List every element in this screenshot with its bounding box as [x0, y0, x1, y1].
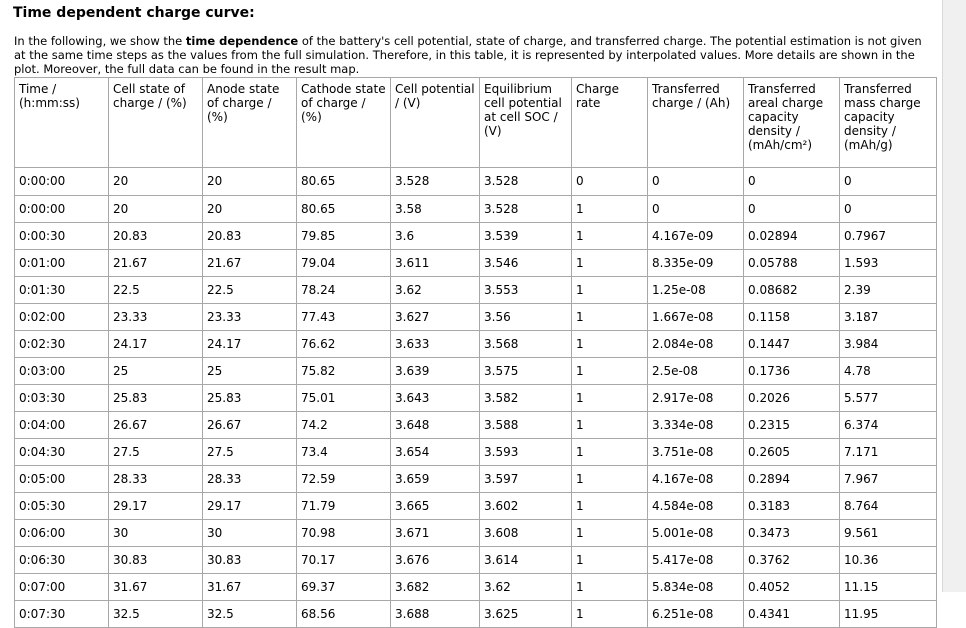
- table-row: [15, 358, 937, 385]
- table-cell: 3.6: [391, 223, 480, 250]
- table-cell: 0: [840, 168, 937, 196]
- table-cell: 4.167e-08: [648, 466, 744, 493]
- table-cell: 3.627: [391, 304, 480, 331]
- table-body: [15, 168, 937, 628]
- table-cell: 0:03:30: [15, 385, 109, 412]
- column-header-cell-potential: Cell potential / (V): [391, 78, 480, 168]
- intro-text-end: of the battery's cell potential, state of charge, and transferred charge. The potential estimation is not given at the same time steps as the values from the full simulation. Therefore, in this table, it is represented by interpolated values. More details are shown in the plot. Moreover, the full data can be found in the result map.: [14, 34, 922, 76]
- table-cell: 31.67: [109, 574, 203, 601]
- table-cell: 1: [572, 250, 648, 277]
- column-header-cell-soc: Cell state of charge / (%): [109, 78, 203, 168]
- table-cell: 75.01: [297, 385, 391, 412]
- table-cell: 7.967: [840, 466, 937, 493]
- table-cell: 3.568: [480, 331, 572, 358]
- table-header-row: [15, 78, 937, 168]
- table-cell: 25: [109, 358, 203, 385]
- table-cell: 3.528: [391, 168, 480, 196]
- table-cell: 0.05788: [744, 250, 840, 277]
- vertical-scrollbar[interactable]: [942, 0, 966, 592]
- table-cell: 0.3762: [744, 547, 840, 574]
- table-cell: 3.528: [480, 196, 572, 223]
- table-cell: 22.5: [109, 277, 203, 304]
- table-cell: 0: [648, 196, 744, 223]
- table-cell: 0:05:30: [15, 493, 109, 520]
- table-cell: 3.528: [480, 168, 572, 196]
- intro-paragraph: [14, 34, 932, 76]
- table-cell: 3.648: [391, 412, 480, 439]
- table-cell: 0:00:00: [15, 196, 109, 223]
- table-cell: 3.639: [391, 358, 480, 385]
- table-cell: 0:03:00: [15, 358, 109, 385]
- table-cell: 1: [572, 574, 648, 601]
- table-cell: 79.85: [297, 223, 391, 250]
- table-cell: 1.593: [840, 250, 937, 277]
- table-cell: 20: [109, 196, 203, 223]
- table-cell: 0:04:30: [15, 439, 109, 466]
- table-cell: 0: [744, 196, 840, 223]
- section-title: Time dependent charge curve:: [13, 5, 255, 21]
- table-cell: 0.1158: [744, 304, 840, 331]
- table-cell: 3.62: [391, 277, 480, 304]
- table-cell: 23.33: [203, 304, 297, 331]
- table-cell: 32.5: [109, 601, 203, 628]
- table-cell: 5.834e-08: [648, 574, 744, 601]
- table-cell: 0.7967: [840, 223, 937, 250]
- table-cell: 0.2894: [744, 466, 840, 493]
- table-row: [15, 168, 937, 196]
- table-cell: 3.588: [480, 412, 572, 439]
- table-cell: 3.546: [480, 250, 572, 277]
- table-cell: 80.65: [297, 168, 391, 196]
- table-cell: 0.1736: [744, 358, 840, 385]
- table-cell: 74.2: [297, 412, 391, 439]
- table-cell: 3.676: [391, 547, 480, 574]
- table-cell: 0:04:00: [15, 412, 109, 439]
- table-cell: 0: [840, 196, 937, 223]
- table-cell: 3.187: [840, 304, 937, 331]
- table-cell: 28.33: [109, 466, 203, 493]
- table-cell: 69.37: [297, 574, 391, 601]
- table-cell: 3.665: [391, 493, 480, 520]
- table-cell: 3.654: [391, 439, 480, 466]
- table-cell: 8.764: [840, 493, 937, 520]
- column-header-cathode-soc: Cathode state of charge / (%): [297, 78, 391, 168]
- table-cell: 25.83: [109, 385, 203, 412]
- table-cell: 1: [572, 439, 648, 466]
- table-cell: 10.36: [840, 547, 937, 574]
- table-row: [15, 520, 937, 547]
- table-cell: 3.643: [391, 385, 480, 412]
- table-cell: 8.335e-09: [648, 250, 744, 277]
- table-cell: 1: [572, 547, 648, 574]
- column-header-charge-rate: Charge rate: [572, 78, 648, 168]
- table-cell: 30.83: [109, 547, 203, 574]
- column-header-areal-capacity: Transferred areal charge capacity density / (mAh/cm²): [744, 78, 840, 168]
- table-cell: 3.582: [480, 385, 572, 412]
- table-cell: 28.33: [203, 466, 297, 493]
- table-cell: 68.56: [297, 601, 391, 628]
- table-cell: 70.17: [297, 547, 391, 574]
- table-cell: 0:07:30: [15, 601, 109, 628]
- table-cell: 1: [572, 493, 648, 520]
- table-cell: 2.084e-08: [648, 331, 744, 358]
- table-cell: 3.58: [391, 196, 480, 223]
- table-cell: 71.79: [297, 493, 391, 520]
- table-cell: 0:00:00: [15, 168, 109, 196]
- table-cell: 24.17: [109, 331, 203, 358]
- table-cell: 1: [572, 520, 648, 547]
- table-cell: 23.33: [109, 304, 203, 331]
- table-cell: 1: [572, 223, 648, 250]
- table-cell: 9.561: [840, 520, 937, 547]
- table-cell: 11.95: [840, 601, 937, 628]
- intro-text-bold: time dependence: [185, 34, 299, 48]
- table-cell: 20: [203, 168, 297, 196]
- table-row: [15, 466, 937, 493]
- table-cell: 0.3183: [744, 493, 840, 520]
- table-cell: 70.98: [297, 520, 391, 547]
- table-cell: 3.608: [480, 520, 572, 547]
- table-cell: 4.167e-09: [648, 223, 744, 250]
- charge-curve-table: [14, 77, 937, 628]
- table-cell: 0:01:30: [15, 277, 109, 304]
- table-cell: 1: [572, 331, 648, 358]
- table-cell: 0:02:30: [15, 331, 109, 358]
- table-cell: 1: [572, 304, 648, 331]
- table-row: [15, 547, 937, 574]
- table-cell: 1: [572, 196, 648, 223]
- table-cell: 20.83: [109, 223, 203, 250]
- table-cell: 1: [572, 601, 648, 628]
- table-cell: 0:06:00: [15, 520, 109, 547]
- table-cell: 3.682: [391, 574, 480, 601]
- table-row: [15, 574, 937, 601]
- table-cell: 22.5: [203, 277, 297, 304]
- table-cell: 29.17: [203, 493, 297, 520]
- table-cell: 0.3473: [744, 520, 840, 547]
- table-cell: 0: [648, 168, 744, 196]
- table-cell: 0.02894: [744, 223, 840, 250]
- table-cell: 3.56: [480, 304, 572, 331]
- table-cell: 31.67: [203, 574, 297, 601]
- table-cell: 2.917e-08: [648, 385, 744, 412]
- table-cell: 0:01:00: [15, 250, 109, 277]
- table-cell: 1: [572, 358, 648, 385]
- table-row: [15, 439, 937, 466]
- table-cell: 0.2605: [744, 439, 840, 466]
- table-cell: 21.67: [203, 250, 297, 277]
- table-cell: 4.78: [840, 358, 937, 385]
- table-cell: 20: [203, 196, 297, 223]
- table-cell: 27.5: [203, 439, 297, 466]
- table-cell: 3.611: [391, 250, 480, 277]
- table-cell: 29.17: [109, 493, 203, 520]
- table-cell: 0: [572, 168, 648, 196]
- column-header-mass-capacity: Transferred mass charge capacity density / (mAh/g): [840, 78, 937, 168]
- table-cell: 0:06:30: [15, 547, 109, 574]
- table-cell: 26.67: [109, 412, 203, 439]
- table-cell: 3.602: [480, 493, 572, 520]
- table-cell: 0.2315: [744, 412, 840, 439]
- table-row: [15, 250, 937, 277]
- table-cell: 0:07:00: [15, 574, 109, 601]
- table-cell: 5.417e-08: [648, 547, 744, 574]
- column-header-equilibrium-potential: Equilibrium cell potential at cell SOC / (V): [480, 78, 572, 168]
- table-cell: 0.1447: [744, 331, 840, 358]
- table-cell: 11.15: [840, 574, 937, 601]
- table-cell: 24.17: [203, 331, 297, 358]
- table-cell: 3.671: [391, 520, 480, 547]
- table-row: [15, 223, 937, 250]
- table-cell: 3.633: [391, 331, 480, 358]
- table-cell: 3.575: [480, 358, 572, 385]
- table-cell: 5.001e-08: [648, 520, 744, 547]
- table-cell: 7.171: [840, 439, 937, 466]
- table-row: [15, 277, 937, 304]
- table-cell: 3.984: [840, 331, 937, 358]
- table-cell: 21.67: [109, 250, 203, 277]
- intro-text-start: In the following, we show the: [14, 34, 186, 48]
- table-cell: 0.2026: [744, 385, 840, 412]
- table-row: [15, 304, 937, 331]
- table-cell: 0: [744, 168, 840, 196]
- table-cell: 2.5e-08: [648, 358, 744, 385]
- table-cell: 26.67: [203, 412, 297, 439]
- table-cell: 80.65: [297, 196, 391, 223]
- table-cell: 76.62: [297, 331, 391, 358]
- table-cell: 32.5: [203, 601, 297, 628]
- table-cell: 73.4: [297, 439, 391, 466]
- table-cell: 72.59: [297, 466, 391, 493]
- table-cell: 1: [572, 466, 648, 493]
- table-cell: 78.24: [297, 277, 391, 304]
- table-cell: 4.584e-08: [648, 493, 744, 520]
- table-cell: 27.5: [109, 439, 203, 466]
- table-cell: 3.539: [480, 223, 572, 250]
- table-cell: 25: [203, 358, 297, 385]
- table-cell: 3.751e-08: [648, 439, 744, 466]
- table-cell: 3.614: [480, 547, 572, 574]
- table-cell: 30: [203, 520, 297, 547]
- table-cell: 25.83: [203, 385, 297, 412]
- column-header-time: Time / (h:mm:ss): [15, 78, 109, 168]
- table-cell: 3.553: [480, 277, 572, 304]
- table-cell: 30.83: [203, 547, 297, 574]
- table-cell: 79.04: [297, 250, 391, 277]
- table-cell: 3.659: [391, 466, 480, 493]
- table-cell: 6.374: [840, 412, 937, 439]
- column-header-anode-soc: Anode state of charge / (%): [203, 78, 297, 168]
- table-cell: 3.597: [480, 466, 572, 493]
- table-cell: 1.25e-08: [648, 277, 744, 304]
- table-cell: 77.43: [297, 304, 391, 331]
- column-header-transferred-charge: Transferred charge / (Ah): [648, 78, 744, 168]
- table-cell: 1: [572, 412, 648, 439]
- table-cell: 0:02:00: [15, 304, 109, 331]
- table-cell: 2.39: [840, 277, 937, 304]
- table-row: [15, 196, 937, 223]
- table-row: [15, 385, 937, 412]
- table-row: [15, 493, 937, 520]
- table-cell: 0:00:30: [15, 223, 109, 250]
- table-cell: 3.593: [480, 439, 572, 466]
- table-cell: 1: [572, 277, 648, 304]
- table-row: [15, 331, 937, 358]
- table-cell: 3.334e-08: [648, 412, 744, 439]
- table-cell: 0:05:00: [15, 466, 109, 493]
- table-cell: 0.4052: [744, 574, 840, 601]
- table-cell: 75.82: [297, 358, 391, 385]
- table-cell: 1: [572, 385, 648, 412]
- table-cell: 20: [109, 168, 203, 196]
- table-cell: 5.577: [840, 385, 937, 412]
- table-cell: 3.62: [480, 574, 572, 601]
- table-cell: 6.251e-08: [648, 601, 744, 628]
- table-cell: 20.83: [203, 223, 297, 250]
- table-cell: 0.4341: [744, 601, 840, 628]
- table-cell: 0.08682: [744, 277, 840, 304]
- table-cell: 3.625: [480, 601, 572, 628]
- table-cell: 3.688: [391, 601, 480, 628]
- table-row: [15, 412, 937, 439]
- table-row: [15, 601, 937, 628]
- table-cell: 1.667e-08: [648, 304, 744, 331]
- table-cell: 30: [109, 520, 203, 547]
